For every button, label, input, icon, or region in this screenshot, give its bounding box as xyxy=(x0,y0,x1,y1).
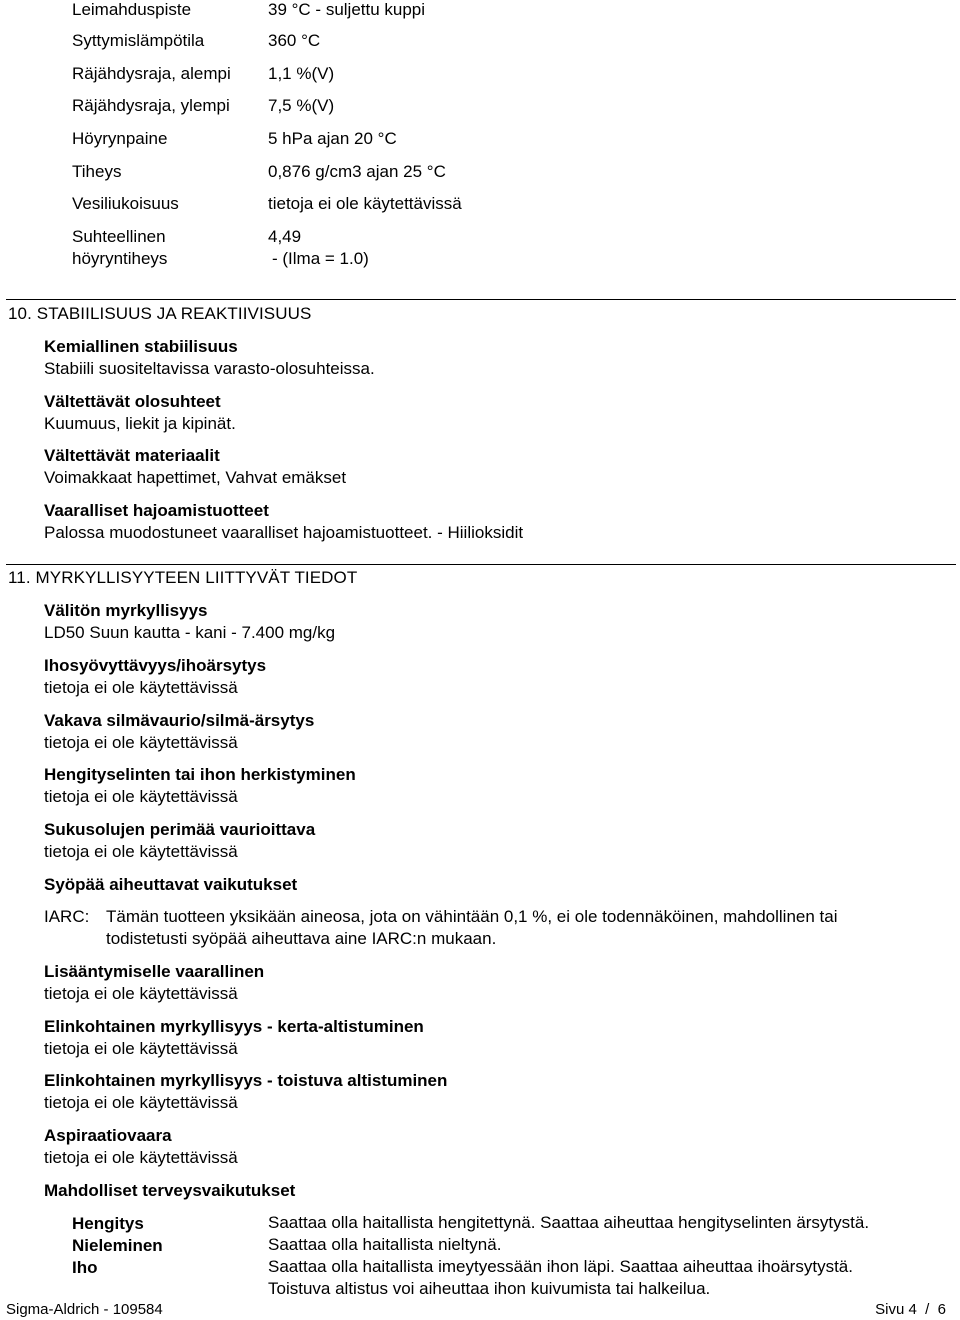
health-effect-text: Saattaa olla haitallista imeytyessään ihon läpi. Saattaa aiheuttaa ihoärsytystä. xyxy=(268,1257,853,1276)
subsection-text: tietoja ei ole käytettävissä xyxy=(44,1039,238,1058)
subsection-heading: Lisääntymiselle vaarallinen xyxy=(44,962,265,981)
subsection-heading: Vältettävät olosuhteet xyxy=(44,392,221,411)
subsection-heading: Elinkohtainen myrkyllisyys - toistuva altistuminen xyxy=(44,1071,448,1090)
subsection-text: tietoja ei ole käytettävissä xyxy=(44,787,238,806)
health-effect-text: Saattaa olla haitallista nieltynä. xyxy=(268,1235,502,1254)
subsection-text: LD50 Suun kautta - kani - 7.400 mg/kg xyxy=(44,623,336,642)
iarc-label: IARC: xyxy=(44,907,90,926)
subsection-heading: Välitön myrkyllisyys xyxy=(44,601,208,620)
property-label: Syttymislämpötila xyxy=(72,31,205,50)
subsection-text: tietoja ei ole käytettävissä xyxy=(44,678,238,697)
section-divider xyxy=(6,564,956,565)
property-label: Tiheys xyxy=(72,162,122,181)
subsection-heading: Vaaralliset hajoamistuotteet xyxy=(44,501,269,520)
health-effect-route: Nieleminen xyxy=(72,1236,163,1255)
subsection-text: Stabiili suositeltavissa varasto-olosuhteissa. xyxy=(44,359,375,378)
property-label: höyryntiheys xyxy=(72,249,168,268)
subsection-heading: Hengityselinten tai ihon herkistyminen xyxy=(44,765,356,784)
subsection-text: Kuumuus, liekit ja kipinät. xyxy=(44,414,236,433)
section-divider xyxy=(6,299,956,300)
subsection-text: tietoja ei ole käytettävissä xyxy=(44,842,238,861)
subsection-heading: Vältettävät materiaalit xyxy=(44,446,220,465)
subsection-heading: Kemiallinen stabiilisuus xyxy=(44,337,238,356)
property-value: 360 °C xyxy=(268,31,321,50)
subsection-text: Palossa muodostuneet vaaralliset hajoamistuotteet. - Hiilioksidit xyxy=(44,523,524,542)
subsection-text: tietoja ei ole käytettävissä xyxy=(44,733,238,752)
property-label: Räjähdysraja, ylempi xyxy=(72,96,230,115)
subsection-heading: Elinkohtainen myrkyllisyys - kerta-altistuminen xyxy=(44,1017,424,1036)
iarc-text: Tämän tuotteen yksikään aineosa, jota on vähintään 0,1 %, ei ole todennäköinen, mahdollinen tai xyxy=(106,907,838,926)
property-value: 4,49 xyxy=(268,227,302,246)
iarc-text: todistetusti syöpää aiheuttava aine IARC:n mukaan. xyxy=(106,929,497,948)
property-label: Vesiliukoisuus xyxy=(72,194,179,213)
property-label: Leimahduspiste xyxy=(72,0,192,19)
property-value: 7,5 %(V) xyxy=(268,96,335,115)
subsection-heading: Sukusolujen perimää vaurioittava xyxy=(44,820,316,839)
subsection-heading: Vakava silmävaurio/silmä-ärsytys xyxy=(44,711,315,730)
property-value: 1,1 %(V) xyxy=(268,64,335,83)
health-effect-route: Iho xyxy=(72,1258,98,1277)
health-effect-route: Hengitys xyxy=(72,1214,144,1233)
property-value: - (Ilma = 1.0) xyxy=(272,249,369,268)
health-effect-text: Toistuva altistus voi aiheuttaa ihon kuivumista tai halkeilua. xyxy=(268,1279,711,1298)
subsection-text: tietoja ei ole käytettävissä xyxy=(44,1148,238,1167)
subsection-heading: Syöpää aiheuttavat vaikutukset xyxy=(44,875,298,894)
subsection-heading: Mahdolliset terveysvaikutukset xyxy=(44,1181,296,1200)
footer-page-number: Sivu 4 / 6 xyxy=(875,1301,946,1318)
subsection-heading: Aspiraatiovaara xyxy=(44,1126,172,1145)
health-effect-text: Saattaa olla haitallista hengitettynä. Saattaa aiheuttaa hengityselinten ärsytystä. xyxy=(268,1213,870,1232)
property-label: Suhteellinen xyxy=(72,227,166,246)
property-value: 39 °C - suljettu kuppi xyxy=(268,0,426,19)
footer-document-id: Sigma-Aldrich - 109584 xyxy=(6,1301,163,1318)
subsection-text: tietoja ei ole käytettävissä xyxy=(44,984,238,1003)
subsection-heading: Ihosyövyttävyys/ihoärsytys xyxy=(44,656,267,675)
section-title: 10. STABIILISUUS JA REAKTIIVISUUS xyxy=(8,304,312,323)
subsection-text: Voimakkaat hapettimet, Vahvat emäkset xyxy=(44,468,347,487)
property-value: 0,876 g/cm3 ajan 25 °C xyxy=(268,162,446,181)
property-value: tietoja ei ole käytettävissä xyxy=(268,194,462,213)
property-label: Höyrynpaine xyxy=(72,129,168,148)
property-label: Räjähdysraja, alempi xyxy=(72,64,231,83)
property-value: 5 hPa ajan 20 °C xyxy=(268,129,397,148)
section-title: 11. MYRKYLLISYYTEEN LIITTYVÄT TIEDOT xyxy=(8,568,358,587)
subsection-text: tietoja ei ole käytettävissä xyxy=(44,1093,238,1112)
